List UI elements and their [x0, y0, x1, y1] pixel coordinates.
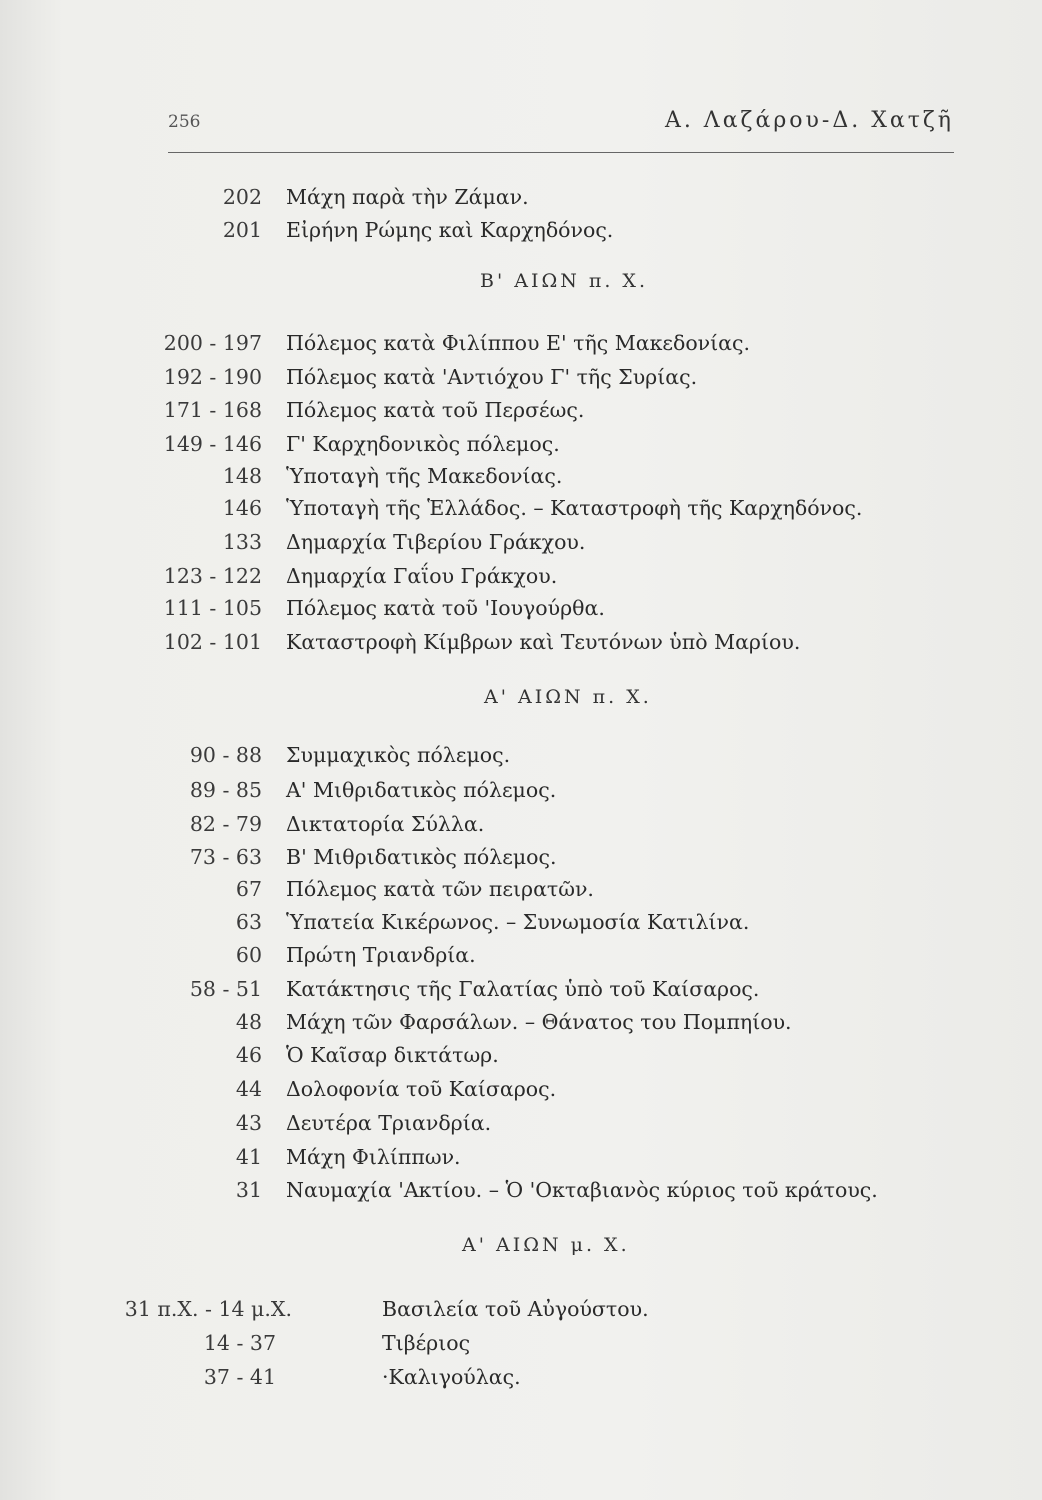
- list-item: [0, 773, 1042, 807]
- list-item: [0, 393, 1042, 427]
- entry-text: Δημαρχία Γαΐου Γράκχου.: [286, 564, 558, 588]
- entry-text: Δευτέρα Τριανδρία.: [286, 1111, 492, 1135]
- entry-text: Ναυμαχία 'Ακτίου. – Ὁ 'Οκταβιανὸς κύριος τοῦ κράτους.: [286, 1178, 878, 1202]
- entry-date: 202: [222, 185, 262, 209]
- list-item: [0, 1072, 1042, 1106]
- list-item: [0, 591, 1042, 625]
- list-item: [0, 1292, 1042, 1326]
- list-item: [0, 213, 1042, 247]
- entry-date: 31 π.Χ. - 14 μ.Χ.: [124, 1297, 292, 1321]
- entry-text: Πόλεμος κατὰ Φιλίππου Ε' τῆς Μακεδονίας.: [286, 331, 751, 355]
- section-heading: Α' ΑΙΩΝ π. Χ.: [484, 686, 652, 708]
- entry-text: Πόλεμος κατὰ τῶν πειρατῶν.: [286, 877, 594, 901]
- list-item: [0, 1173, 1042, 1207]
- section-heading: Β' ΑΙΩΝ π. Χ.: [480, 270, 649, 292]
- entry-date: 67: [235, 877, 262, 901]
- list-item: [0, 938, 1042, 972]
- entry-text: Ὑποταγὴ τῆς Μακεδονίας.: [286, 464, 563, 488]
- entry-text: Β' Μιθριδατικὸς πόλεμος.: [286, 845, 557, 869]
- entry-date: 123 - 122: [163, 564, 262, 588]
- list-item: [0, 840, 1042, 874]
- entry-date: 148: [222, 464, 262, 488]
- entry-date: 58 - 51: [189, 977, 262, 1001]
- entry-text: Πόλεμος κατὰ τοῦ 'Ιουγούρθα.: [286, 596, 605, 620]
- header-rule: [168, 152, 954, 153]
- entry-text: Καταστροφὴ Κίμβρων καὶ Τευτόνων ὑπὸ Μαρίου.: [286, 630, 801, 654]
- entry-date: 41: [235, 1145, 262, 1169]
- list-item: [0, 1360, 1042, 1394]
- entry-date: 200 - 197: [163, 331, 262, 355]
- entry-text: Πρώτη Τριανδρία.: [286, 943, 476, 967]
- list-item: [0, 738, 1042, 772]
- entry-text: Πόλεμος κατὰ τοῦ Περσέως.: [286, 398, 585, 422]
- entry-text: Δικτατορία Σύλλα.: [286, 812, 485, 836]
- running-title: Α. Λαζάρου-Δ. Χατζῆ: [664, 108, 954, 133]
- entry-date: 31: [235, 1178, 262, 1202]
- entry-date: 48: [235, 1010, 262, 1034]
- entry-text: Εἰρήνη Ρώμης καὶ Καρχηδόνος.: [286, 218, 614, 242]
- entry-date: 46: [235, 1043, 262, 1067]
- list-item: [0, 559, 1042, 593]
- entry-date: 37 - 41: [203, 1365, 276, 1389]
- entry-text: Μάχη παρὰ τὴν Ζάμαν.: [286, 185, 529, 209]
- entry-date: 90 - 88: [189, 743, 262, 767]
- list-item: [0, 427, 1042, 461]
- entry-date: 89 - 85: [189, 778, 262, 802]
- entry-text: Τιβέριος: [382, 1331, 471, 1355]
- entry-date: 44: [235, 1077, 262, 1101]
- list-item: [0, 491, 1042, 525]
- entry-text: Α' Μιθριδατικὸς πόλεμος.: [286, 778, 557, 802]
- entry-date: 82 - 79: [189, 812, 262, 836]
- list-item: [0, 180, 1042, 214]
- entry-date: 102 - 101: [163, 630, 262, 654]
- entry-date: 149 - 146: [163, 432, 262, 456]
- entry-date: 171 - 168: [163, 398, 262, 422]
- entry-date: 73 - 63: [189, 845, 262, 869]
- page-header: [168, 104, 954, 144]
- entry-date: 111 - 105: [163, 596, 262, 620]
- entry-text: ·Καλιγούλας.: [382, 1365, 521, 1389]
- list-item: [0, 807, 1042, 841]
- list-item: [0, 1140, 1042, 1174]
- entry-date: 146: [222, 496, 262, 520]
- entry-date: 43: [235, 1111, 262, 1135]
- list-item: [0, 972, 1042, 1006]
- entry-date: 201: [222, 218, 262, 242]
- list-item: [0, 1038, 1042, 1072]
- list-item: [0, 525, 1042, 559]
- list-item: [0, 459, 1042, 493]
- list-item: [0, 360, 1042, 394]
- entry-text: Ὑποταγὴ τῆς Ἑλλάδος. – Καταστροφὴ τῆς Καρχηδόνος.: [286, 496, 863, 520]
- entry-text: Δολοφονία τοῦ Καίσαρος.: [286, 1077, 557, 1101]
- entry-date: 133: [222, 530, 262, 554]
- list-item: [0, 326, 1042, 360]
- entry-text: Συμμαχικὸς πόλεμος.: [286, 743, 511, 767]
- entry-text: Βασιλεία τοῦ Αὐγούστου.: [382, 1297, 649, 1321]
- entry-text: Ὑπατεία Κικέρωνος. – Συνωμοσία Κατιλίνα.: [286, 910, 750, 934]
- list-item: [0, 1005, 1042, 1039]
- entry-date: 63: [235, 910, 262, 934]
- entry-date: 14 - 37: [203, 1331, 276, 1355]
- entry-text: Κατάκτησις τῆς Γαλατίας ὑπὸ τοῦ Καίσαρος.: [286, 977, 760, 1001]
- entry-text: Ὁ Καῖσαρ δικτάτωρ.: [286, 1043, 499, 1067]
- entry-date: 60: [235, 943, 262, 967]
- entry-text: Γ' Καρχηδονικὸς πόλεμος.: [286, 432, 560, 456]
- entry-text: Μάχη Φιλίππων.: [286, 1145, 461, 1169]
- entry-text: Μάχη τῶν Φαρσάλων. – Θάνατος του Πομπηίου.: [286, 1010, 792, 1034]
- list-item: [0, 1326, 1042, 1360]
- section-heading: Α' ΑΙΩΝ μ. Χ.: [462, 1234, 630, 1256]
- list-item: [0, 872, 1042, 906]
- list-item: [0, 1106, 1042, 1140]
- list-item: [0, 905, 1042, 939]
- page-number: 256: [168, 112, 201, 132]
- entry-text: Πόλεμος κατὰ 'Αντιόχου Γ' τῆς Συρίας.: [286, 365, 698, 389]
- entry-date: 192 - 190: [163, 365, 262, 389]
- list-item: [0, 625, 1042, 659]
- entry-text: Δημαρχία Τιβερίου Γράκχου.: [286, 530, 586, 554]
